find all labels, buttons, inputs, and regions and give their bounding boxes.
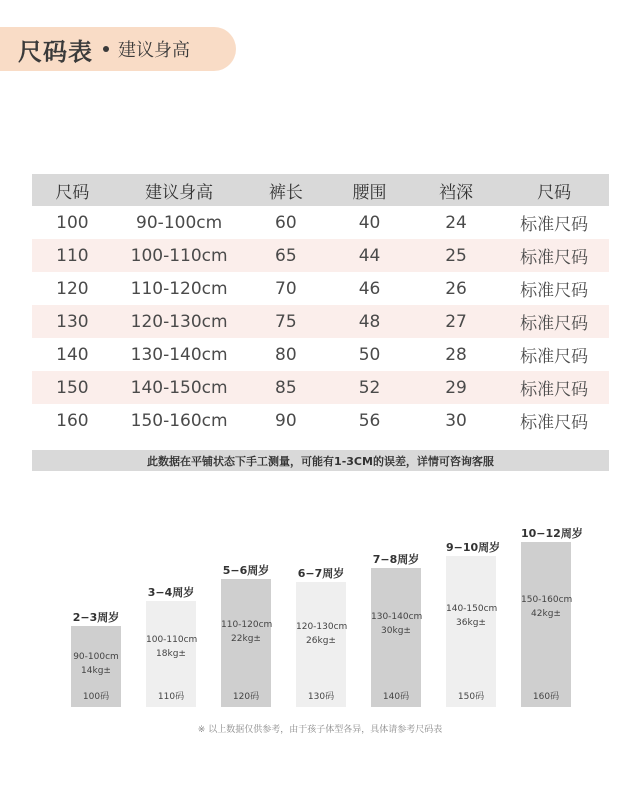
table-cell: 160 [56, 410, 89, 431]
weight-label: 36kg± [456, 618, 486, 629]
age-bar [71, 626, 121, 707]
height-range-label: 140-150cm [446, 604, 498, 615]
height-range-label: 150-160cm [521, 594, 573, 605]
table-cell: 85 [275, 377, 297, 398]
table-cell: 140 [56, 344, 89, 365]
table-cell: 标准尺码 [520, 380, 589, 400]
column-header: 尺码 [537, 182, 572, 203]
table-cell: 56 [358, 410, 381, 431]
height-range-label: 100-110cm [146, 634, 198, 645]
table-row [32, 371, 609, 404]
table-cell: 52 [358, 377, 381, 398]
table-row [32, 239, 609, 272]
table-cell: 25 [445, 245, 467, 266]
age-label: 9−10周岁 [446, 541, 501, 554]
age-size-block [221, 500, 271, 740]
size-label: 130码 [307, 692, 335, 702]
chart-footnote: ※ 以上数据仅供参考，由于孩子体型各异，具体请参考尺码表 [197, 725, 443, 735]
table-cell: 140-150cm [130, 377, 228, 398]
age-label: 3−4周岁 [147, 586, 195, 599]
age-size-block [146, 500, 196, 740]
table-row [32, 206, 609, 239]
table-cell: 标准尺码 [520, 215, 589, 235]
size-label: 100码 [82, 692, 110, 702]
table-cell: 70 [275, 278, 297, 299]
table-cell: 标准尺码 [520, 347, 589, 367]
column-header: 尺码 [55, 182, 90, 203]
weight-label: 42kg± [531, 608, 561, 619]
age-size-block [371, 500, 421, 740]
table-cell: 75 [275, 311, 297, 332]
table-cell: 标准尺码 [520, 281, 589, 301]
table-cell: 标准尺码 [520, 248, 589, 268]
page-subtitle: 建议身高 [118, 40, 190, 61]
age-size-block [446, 500, 501, 740]
table-row [32, 305, 609, 338]
age-bar [221, 579, 271, 707]
table-cell: 130 [56, 311, 89, 332]
weight-label: 26kg± [306, 636, 336, 646]
table-cell: 120-130cm [130, 311, 228, 332]
age-label: 2−3周岁 [72, 611, 120, 624]
table-cell: 150 [56, 377, 89, 398]
height-range-label: 120-130cm [296, 622, 348, 632]
column-header: 腰围 [352, 182, 387, 203]
table-cell: 100-110cm [130, 245, 228, 266]
age-bar [371, 568, 421, 707]
table-cell: 27 [445, 311, 467, 332]
size-table-body [32, 206, 609, 437]
table-row [32, 272, 609, 305]
table-cell: 50 [358, 344, 381, 365]
title-banner [0, 27, 236, 71]
age-label: 10−12周岁 [521, 527, 583, 540]
table-cell: 110-120cm [130, 278, 228, 299]
table-cell: 120 [56, 278, 89, 299]
column-header: 裤长 [268, 182, 303, 203]
age-label: 7−8周岁 [372, 553, 420, 566]
age-bar [296, 582, 346, 707]
weight-label: 30kg± [381, 626, 411, 637]
age-bar [446, 556, 496, 707]
table-cell: 60 [275, 212, 297, 233]
table-cell: 130-140cm [130, 344, 228, 365]
table-cell: 90 [275, 410, 297, 431]
height-range-label: 110-120cm [221, 619, 273, 630]
table-cell: 44 [358, 245, 381, 266]
size-table-container [32, 174, 609, 437]
column-header: 裆深 [439, 182, 474, 203]
column-header: 建议身高 [145, 182, 214, 203]
table-cell: 150-160cm [130, 410, 228, 431]
weight-label: 18kg± [156, 648, 186, 659]
table-row [32, 338, 609, 371]
age-label: 6−7周岁 [297, 567, 345, 580]
size-label: 150码 [457, 692, 485, 702]
age-height-chart [0, 500, 640, 740]
age-size-block [71, 500, 121, 740]
age-size-block [521, 500, 583, 740]
size-label: 160码 [532, 692, 560, 702]
table-cell: 46 [358, 278, 381, 299]
size-label: 110码 [157, 692, 185, 702]
height-range-label: 90-100cm [73, 651, 119, 662]
measurement-note: 此数据在平铺状态下手工测量，可能有1-3CM的误差，详情可咨询客服 [32, 450, 609, 471]
table-cell: 24 [445, 212, 467, 233]
table-cell: 90-100cm [136, 212, 223, 233]
table-cell: 65 [275, 245, 297, 266]
table-cell: 标准尺码 [520, 314, 589, 334]
bullet-dot-icon [103, 46, 109, 52]
table-cell: 30 [445, 410, 467, 431]
table-cell: 110 [56, 245, 89, 266]
table-row [32, 404, 609, 437]
table-cell: 40 [358, 212, 381, 233]
age-size-block [296, 500, 346, 740]
page-title: 尺码表 [18, 37, 93, 66]
age-bar [146, 601, 196, 707]
size-label: 120码 [232, 692, 260, 702]
weight-label: 22kg± [231, 633, 261, 644]
table-cell: 29 [445, 377, 467, 398]
table-cell: 48 [358, 311, 381, 332]
age-bar [521, 542, 571, 707]
table-cell: 80 [275, 344, 297, 365]
table-cell: 100 [56, 212, 89, 233]
age-label: 5−6周岁 [222, 564, 270, 577]
weight-label: 14kg± [81, 665, 111, 676]
table-cell: 28 [445, 344, 467, 365]
height-range-label: 130-140cm [371, 612, 423, 623]
table-cell: 标准尺码 [520, 413, 589, 433]
table-cell: 26 [445, 278, 467, 299]
size-table-header-row [32, 174, 609, 206]
size-label: 140码 [382, 692, 410, 702]
size-table [32, 174, 609, 437]
